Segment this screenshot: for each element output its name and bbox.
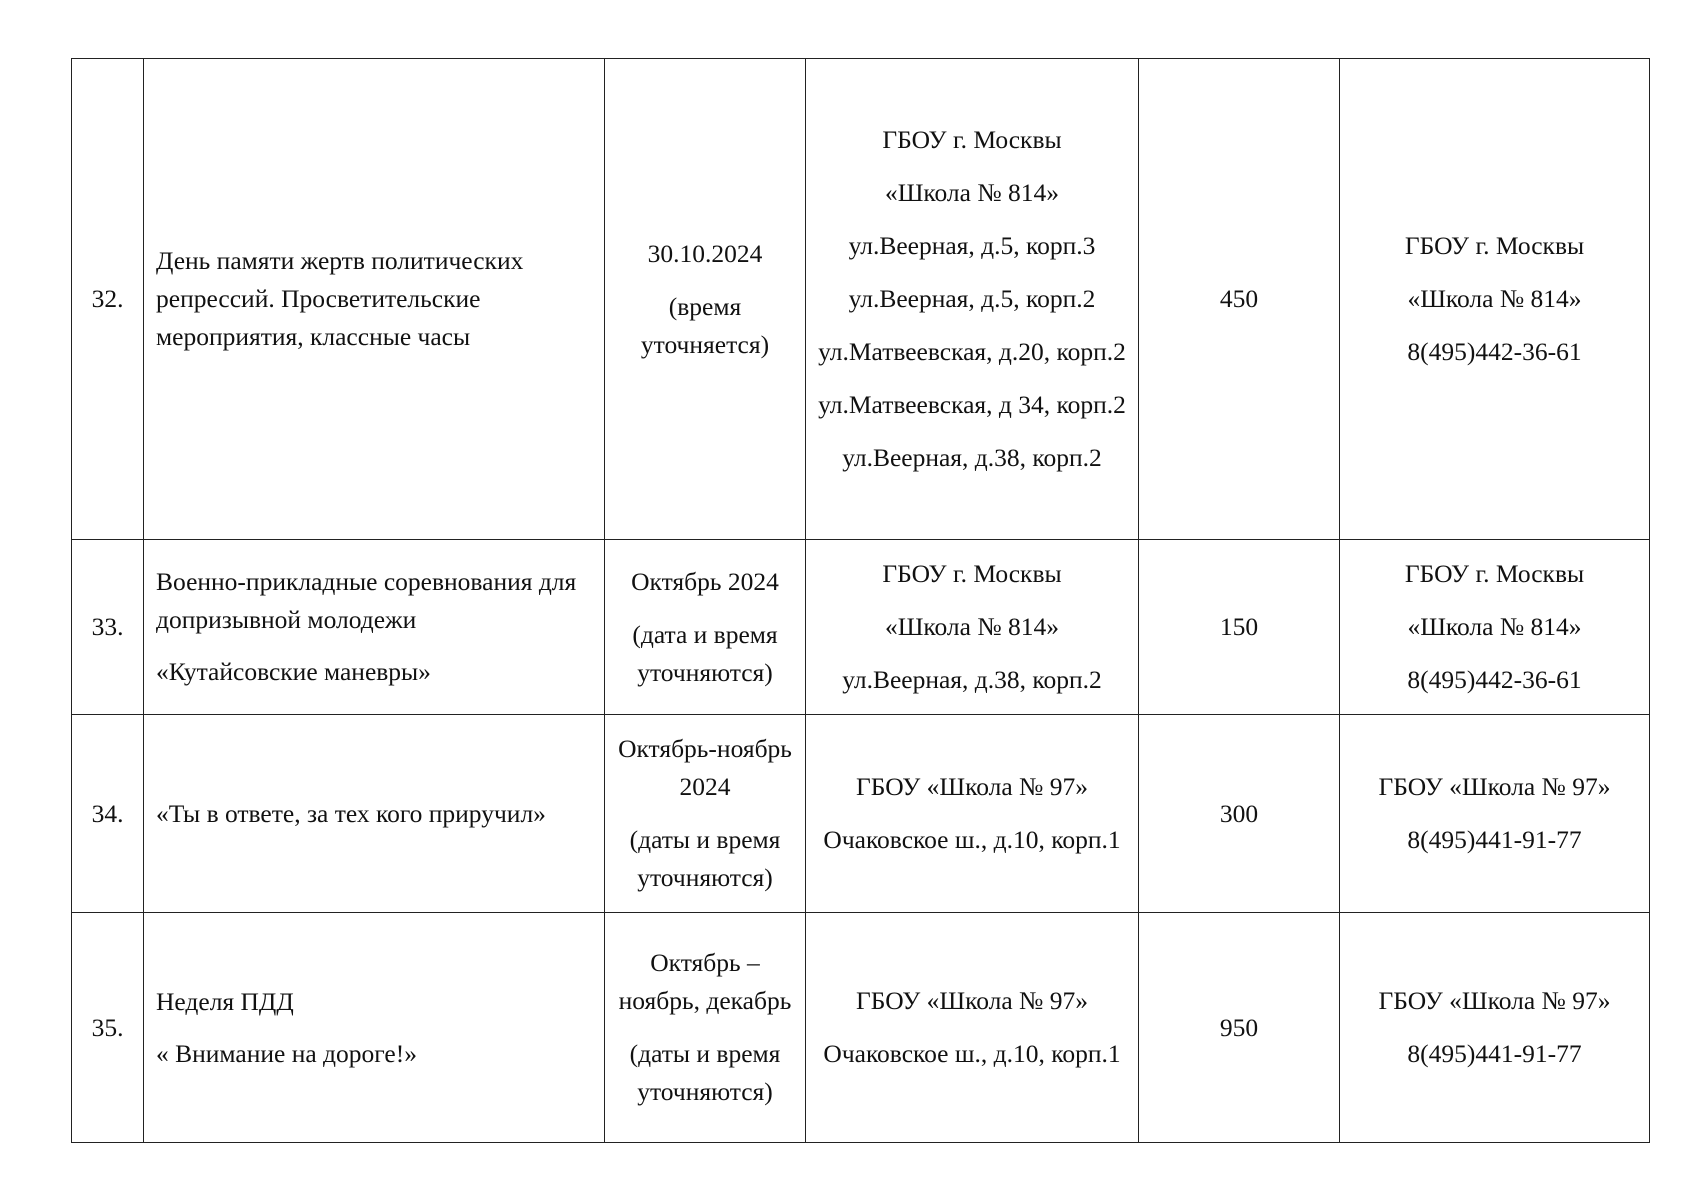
- organizer-cell: [1340, 913, 1650, 1143]
- venue-line: ул.Веерная, д.38, корп.2: [842, 665, 1102, 694]
- organizer-line: «Школа № 814»: [1407, 612, 1582, 641]
- event-name: Неделя ПДД: [156, 986, 294, 1016]
- event-time-note: (время уточняется): [640, 291, 770, 359]
- venue-line: ГБОУ «Школа № 97»: [856, 986, 1088, 1015]
- participants-count: 450: [1219, 284, 1259, 313]
- row-number: 34.: [91, 798, 124, 828]
- venue-cell: [806, 540, 1139, 715]
- venue-line: ГБОУ г. Москвы: [882, 125, 1062, 154]
- participants-cell: [1139, 540, 1340, 715]
- venue-line: «Школа № 814»: [884, 612, 1060, 641]
- organizer-phone: 8(495)441-91-77: [1407, 825, 1582, 854]
- venue-cell: [806, 59, 1139, 540]
- organizer-line: ГБОУ г. Москвы: [1404, 559, 1585, 588]
- participants-count: 950: [1219, 1012, 1259, 1042]
- participants-cell: [1139, 59, 1340, 540]
- event-date: Октябрь 2024: [631, 566, 779, 596]
- venue-line: Очаковское ш., д.10, корп.1: [823, 825, 1121, 854]
- organizer-phone: 8(495)442-36-61: [1407, 337, 1582, 366]
- organizer-cell: [1340, 540, 1650, 715]
- event-name-cell: [144, 540, 605, 715]
- event-date-cell: [605, 59, 806, 540]
- event-name: «Ты в ответе, за тех кого приручил»: [156, 798, 546, 828]
- venue-line: «Школа № 814»: [884, 178, 1060, 207]
- participants-count: 150: [1219, 612, 1259, 641]
- event-name-cell: [144, 715, 605, 913]
- organizer-line: «Школа № 814»: [1407, 284, 1582, 313]
- table-row: [72, 59, 1650, 540]
- venue-line: Очаковское ш., д.10, корп.1: [823, 1039, 1121, 1068]
- event-date-cell: [605, 540, 806, 715]
- organizer-cell: [1340, 715, 1650, 913]
- row-number-cell: [72, 59, 144, 540]
- organizer-cell: [1340, 59, 1650, 540]
- venue-line: ГБОУ «Школа № 97»: [856, 772, 1088, 801]
- table-row: [72, 540, 1650, 715]
- event-time-note: (дата и время уточняются): [632, 619, 778, 687]
- venue-cell: [806, 913, 1139, 1143]
- organizer-phone: 8(495)442-36-61: [1407, 665, 1582, 694]
- participants-cell: [1139, 913, 1340, 1143]
- event-name: День памяти жертв политических репрессий. Просветительские мероприятия, классные часы: [156, 246, 524, 351]
- event-name: « Внимание на дороге!»: [156, 1038, 417, 1068]
- event-date: Октябрь-ноябрь 2024: [618, 734, 792, 801]
- row-number-cell: [72, 715, 144, 913]
- table-row: [72, 715, 1650, 913]
- venue-cell: [806, 715, 1139, 913]
- venue-line: ул.Веерная, д.38, корп.2: [842, 443, 1102, 472]
- event-time-note: (даты и время уточняются): [629, 825, 781, 892]
- event-time-note: (даты и время уточняются): [629, 1039, 781, 1106]
- participants-cell: [1139, 715, 1340, 913]
- table-row: [72, 913, 1650, 1143]
- row-number-cell: [72, 540, 144, 715]
- venue-line: ул.Веерная, д.5, корп.3: [848, 231, 1096, 260]
- event-name-cell: [144, 913, 605, 1143]
- event-name-cell: [144, 59, 605, 540]
- event-date: Октябрь – ноябрь, декабрь: [618, 948, 792, 1015]
- organizer-line: ГБОУ «Школа № 97»: [1378, 772, 1611, 801]
- organizer-phone: 8(495)441-91-77: [1407, 1039, 1582, 1068]
- venue-line: ул.Веерная, д.5, корп.2: [848, 284, 1096, 313]
- venue-line: ГБОУ г. Москвы: [882, 559, 1062, 588]
- event-date-cell: [605, 913, 806, 1143]
- event-name: «Кутайсовские маневры»: [156, 657, 431, 686]
- row-number: 32.: [91, 284, 124, 313]
- event-date-cell: [605, 715, 806, 913]
- organizer-line: ГБОУ «Школа № 97»: [1378, 986, 1611, 1015]
- venue-line: ул.Матвеевская, д.20, корп.2: [818, 337, 1126, 366]
- row-number-cell: [72, 913, 144, 1143]
- venue-line: ул.Матвеевская, д 34, корп.2: [818, 390, 1126, 419]
- participants-count: 300: [1219, 798, 1259, 828]
- row-number: 33.: [91, 612, 124, 641]
- event-name: Военно-прикладные соревнования для допризывной молодежи: [156, 567, 577, 634]
- event-date: 30.10.2024: [647, 238, 763, 268]
- events-table: [71, 58, 1650, 1143]
- organizer-line: ГБОУ г. Москвы: [1404, 231, 1585, 260]
- row-number: 35.: [91, 1012, 124, 1042]
